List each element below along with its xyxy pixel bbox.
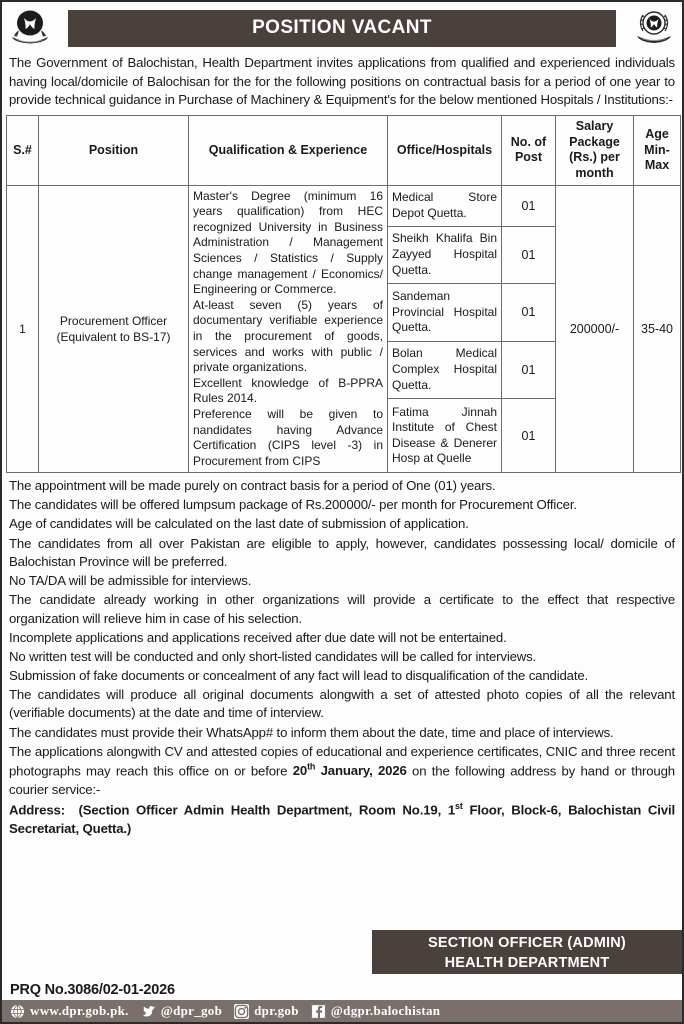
cell-salary: 200000/- <box>556 185 634 473</box>
address-line-2: Balochistan Civil Secretariat, Quetta.) <box>9 802 675 837</box>
cell-age: 35-40 <box>634 185 681 473</box>
deadline-text-before: The applications alongwith CV and attested copies of educational and experience certificates, CNIC and three recent photographs may reach this office on or before <box>9 743 675 779</box>
column-header-age-line2: Min- <box>644 142 670 157</box>
cell-office: Sandeman Provincial Hospital Quetta. <box>388 284 502 342</box>
condition-item: The candidates must provide their WhatsApp# to inform them about the date, time and place of interviews. <box>9 724 614 740</box>
address-block <box>9 800 675 838</box>
social-item-website[interactable] <box>10 1003 129 1019</box>
cell-qualification <box>189 185 388 473</box>
column-header-age-line1: Age <box>645 127 669 142</box>
conditions-list <box>2 473 682 839</box>
social-label-instagram: dpr.gob <box>254 1003 299 1018</box>
condition-item: Incomplete applications and applications received after due date will not be entertained. <box>9 629 507 645</box>
column-header-salary <box>556 116 634 186</box>
cell-office: Bolan Medical Complex Hospital Quetta. <box>388 341 502 399</box>
qualification-para-4: Preference will be given to nandidates having Advance Certification (CIPS level -3) in Procurement from CIPS <box>193 407 383 468</box>
cell-office: Medical Store Depot Quetta. <box>388 185 502 226</box>
prq-number: PRQ No.3086/02-01-2026 <box>10 982 175 998</box>
social-item-twitter[interactable] <box>141 1003 222 1019</box>
cell-office: Fatima Jinnah Institute of Chest Disease & Denerer Hosp at Quelle <box>388 399 502 473</box>
column-header-age-line3: Max <box>644 158 670 173</box>
deadline-text-after: on the following address by hand or through courier service:- <box>9 763 675 798</box>
cell-posts: 01 <box>502 284 556 342</box>
condition-item: The candidates from all over Pakistan are eligible to apply, however, candidates possessing local/ domicile of Balochistan Province will be preferred. <box>9 535 675 570</box>
deadline-day: 20 <box>292 763 308 779</box>
cell-posts: 01 <box>502 341 556 399</box>
deadline-paragraph <box>9 743 675 800</box>
column-header-position: Position <box>39 116 189 186</box>
qualification-para-2: At-least seven (5) years of documentary verifiable experience in the procurement of goods, services and works with public / private organizations. <box>193 297 383 375</box>
social-footer <box>2 1000 682 1022</box>
cell-office: Sheikh Khalifa Bin Zayyed Hospital Quetta. <box>388 226 502 284</box>
column-header-posts <box>502 116 556 186</box>
qualification-para-1: Master's Degree (minimum 16 years qualification) from HEC recognized University in Business Administration / Management Sciences / Statistics / Supply change management / Economics/ Engineering or Commerce. <box>193 188 383 297</box>
signature-department: HEALTH DEPARTMENT <box>444 954 610 971</box>
cell-position <box>39 185 189 473</box>
signature-row <box>2 930 682 974</box>
jobs-table-wrapper <box>2 115 682 473</box>
column-header-office: Office/Hospitals <box>388 116 502 186</box>
condition-item: Age of candidates will be calculated on the last date of submission of application. <box>9 516 469 532</box>
condition-item: The appointment will be made purely on contract basis for a period of One (01) years. <box>9 478 496 494</box>
globe-icon <box>10 1004 25 1019</box>
position-title: Procurement Officer <box>59 313 168 328</box>
condition-item: No written test will be conducted and only short-listed candidates will be called for interviews. <box>9 648 537 664</box>
social-item-facebook[interactable] <box>311 1003 441 1019</box>
signature-designation: SECTION OFFICER (ADMIN) <box>428 935 626 951</box>
position-grade: (Equivalent to BS-17) <box>56 330 171 345</box>
column-header-posts-line2: Post <box>514 150 543 165</box>
deadline-month-year: January, 2026 <box>315 763 407 779</box>
condition-item: Submission of fake documents or concealment of any fact will lead to disqualification of the candidate. <box>9 667 589 683</box>
social-item-instagram[interactable] <box>234 1003 299 1019</box>
page-title: POSITION VACANT <box>68 10 616 47</box>
column-header-qualification: Qualification & Experience <box>189 116 388 186</box>
cell-posts: 01 <box>502 399 556 473</box>
page-header <box>2 2 682 52</box>
instagram-icon <box>234 1004 249 1019</box>
facebook-icon <box>311 1004 326 1019</box>
condition-item: No TA/DA will be admissible for interviews. <box>9 573 252 589</box>
address-line-1-after: Floor, Block-6, <box>462 802 562 818</box>
balochistan-government-emblem-icon <box>8 6 52 50</box>
social-label-twitter: @dpr_gob <box>160 1003 223 1018</box>
column-header-sno: S.# <box>7 116 39 186</box>
column-header-salary-line3: (Rs.) per <box>569 150 620 165</box>
pakistan-government-emblem-icon <box>632 6 676 50</box>
cell-sno: 1 <box>7 185 39 473</box>
twitter-icon <box>141 1004 156 1019</box>
cell-posts: 01 <box>502 226 556 284</box>
column-header-posts-line1: No. of <box>510 134 547 149</box>
deadline-day-suffix: th <box>307 762 316 773</box>
table-header-row <box>7 116 681 186</box>
column-header-age <box>634 116 681 186</box>
condition-item: The candidate already working in other organizations will provide a certificate to the effect that respective organization will relieve him in case of his selection. <box>9 592 675 626</box>
social-label-website: www.dpr.gob.pk. <box>30 1003 129 1018</box>
condition-item: The candidates will be offered lumpsum package of Rs.200000/- per month for Procurement Officer. <box>9 497 577 513</box>
qualification-para-3: Excellent knowledge of B-PPRA Rules 2014. <box>193 375 383 406</box>
prq-row <box>2 974 682 1000</box>
table-row <box>7 185 681 226</box>
signature-spacer <box>2 930 372 974</box>
cell-posts: 01 <box>502 185 556 226</box>
column-header-salary-line4: month <box>575 166 614 181</box>
social-label-facebook: @dgpr.balochistan <box>330 1003 441 1018</box>
address-ordinal-suffix: st <box>455 801 463 812</box>
column-header-salary-line1: Salary <box>575 119 614 134</box>
jobs-table <box>6 115 681 473</box>
deadline-date <box>293 763 407 778</box>
column-header-salary-line2: Package <box>569 134 620 149</box>
condition-item: The candidates will produce all original documents alongwith a set of attested photo copies of all the relevant (verifiable documents) at the date and time of interview. <box>9 686 675 721</box>
intro-paragraph: The Government of Balochistan, Health Department invites applications from qualified and experienced individuals having local/domicile of Balochisan for the for the following positions on contractual basis for a period of one year to provide technical guidance in Purchase of Machinery & Equipment's for the below mentioned Hospitals / Institutions:- <box>9 55 675 108</box>
signature-block <box>372 930 682 974</box>
address-label: Address: <box>9 802 65 818</box>
address-line-1-before: (Section Officer Admin Health Department, Room No.19, 1 <box>78 802 456 818</box>
